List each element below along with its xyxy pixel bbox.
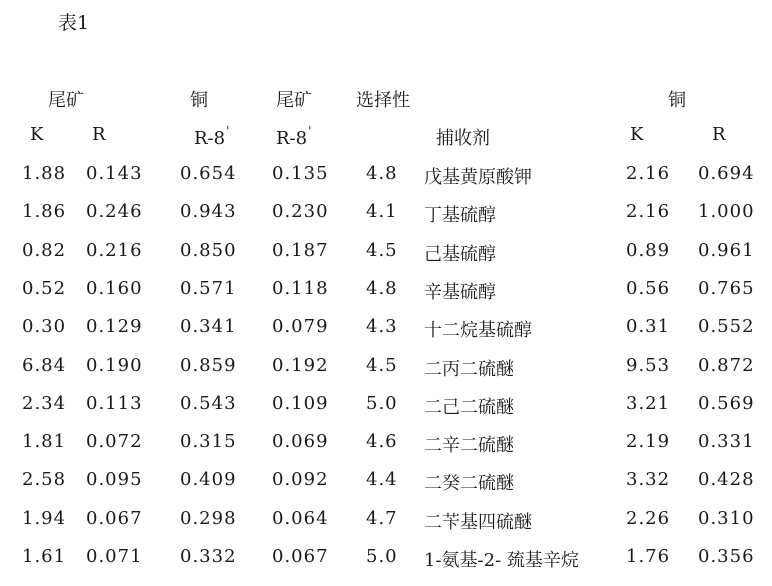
cell-collector: 戊基黄原酸钾 xyxy=(424,167,532,188)
cell-tailing-r: 0.216 xyxy=(86,240,143,261)
cell-tailing-r8: 0.109 xyxy=(272,393,329,414)
cell-copper-r: 0.310 xyxy=(698,508,755,529)
cell-collector: 二己二硫醚 xyxy=(424,397,514,418)
cell-selectivity: 4.3 xyxy=(366,316,398,337)
cell-tailing-r: 0.160 xyxy=(86,278,143,299)
cell-copper-k: 3.21 xyxy=(626,393,671,414)
cell-copper-r8: 0.850 xyxy=(180,240,237,261)
cell-tailing-r: 0.246 xyxy=(86,201,143,222)
cell-tailing-r: 0.129 xyxy=(86,316,143,337)
cell-copper-k: 9.53 xyxy=(626,355,671,376)
cell-copper-r: 0.961 xyxy=(698,240,755,261)
cell-tailing-r: 0.095 xyxy=(86,469,143,490)
cell-tailing-r8: 0.118 xyxy=(272,278,329,299)
cell-collector: 二辛二硫醚 xyxy=(424,435,514,456)
header-tailing: 尾矿 xyxy=(48,90,84,111)
cell-tailing-r8: 0.192 xyxy=(272,355,329,376)
cell-selectivity: 4.1 xyxy=(366,201,398,222)
cell-tailing-r8: 0.069 xyxy=(272,431,329,452)
cell-tailing-k: 2.34 xyxy=(22,393,67,414)
header-r8-tailing: R-8' xyxy=(276,124,312,149)
table-caption: 表1 xyxy=(58,12,90,34)
cell-tailing-r8: 0.079 xyxy=(272,316,329,337)
cell-tailing-k: 1.88 xyxy=(22,163,67,184)
cell-copper-r: 0.569 xyxy=(698,393,755,414)
cell-tailing-k: 1.81 xyxy=(22,431,67,452)
cell-tailing-r: 0.067 xyxy=(86,508,143,529)
header-tailing-2: 尾矿 xyxy=(276,90,312,111)
cell-copper-k: 2.16 xyxy=(626,163,671,184)
cell-tailing-k: 6.84 xyxy=(22,355,67,376)
cell-selectivity: 4.5 xyxy=(366,240,398,261)
cell-tailing-r8: 0.230 xyxy=(272,201,329,222)
prime-mark: ' xyxy=(226,124,230,138)
cell-collector: 辛基硫醇 xyxy=(424,282,496,303)
cell-tailing-k: 2.58 xyxy=(22,469,67,490)
cell-collector: 二丙二硫醚 xyxy=(424,359,514,380)
cell-tailing-k: 0.30 xyxy=(22,316,67,337)
cell-tailing-k: 0.82 xyxy=(22,240,67,261)
cell-tailing-r: 0.143 xyxy=(86,163,143,184)
cell-copper-r: 0.872 xyxy=(698,355,755,376)
cell-copper-r8: 0.298 xyxy=(180,508,237,529)
header-r8-copper: R-8' xyxy=(194,124,230,149)
cell-tailing-r8: 0.135 xyxy=(272,163,329,184)
cell-copper-r8: 0.571 xyxy=(180,278,237,299)
cell-tailing-k: 1.86 xyxy=(22,201,67,222)
cell-collector: 十二烷基硫醇 xyxy=(424,320,532,341)
cell-copper-k: 1.76 xyxy=(626,546,671,567)
cell-tailing-r: 0.072 xyxy=(86,431,143,452)
cell-copper-r8: 0.409 xyxy=(180,469,237,490)
cell-copper-r: 0.356 xyxy=(698,546,755,567)
cell-copper-r8: 0.341 xyxy=(180,316,237,337)
header-copper: 铜 xyxy=(190,90,208,111)
cell-tailing-r8: 0.064 xyxy=(272,508,329,529)
cell-tailing-r8: 0.092 xyxy=(272,469,329,490)
cell-selectivity: 4.7 xyxy=(366,508,398,529)
cell-tailing-r: 0.071 xyxy=(86,546,143,567)
cell-copper-k: 3.32 xyxy=(626,469,671,490)
cell-copper-k: 2.26 xyxy=(626,508,671,529)
header-selectivity: 选择性 xyxy=(356,90,410,111)
cell-selectivity: 5.0 xyxy=(366,393,398,414)
header-k-2: K xyxy=(630,124,644,145)
cell-copper-r8: 0.654 xyxy=(180,163,237,184)
cell-tailing-r: 0.190 xyxy=(86,355,143,376)
cell-copper-r: 1.000 xyxy=(698,201,755,222)
cell-copper-r: 0.552 xyxy=(698,316,755,337)
cell-collector: 二癸二硫醚 xyxy=(424,473,514,494)
cell-copper-r: 0.331 xyxy=(698,431,755,452)
header-r-2: R xyxy=(712,124,726,145)
cell-tailing-r8: 0.187 xyxy=(272,240,329,261)
cell-selectivity: 5.0 xyxy=(366,546,398,567)
cell-collector: 丁基硫醇 xyxy=(424,205,496,226)
cell-copper-k: 2.16 xyxy=(626,201,671,222)
cell-selectivity: 4.5 xyxy=(366,355,398,376)
cell-copper-r: 0.428 xyxy=(698,469,755,490)
cell-selectivity: 4.8 xyxy=(366,278,398,299)
header-copper-2: 铜 xyxy=(668,90,686,111)
cell-selectivity: 4.8 xyxy=(366,163,398,184)
cell-copper-r: 0.694 xyxy=(698,163,755,184)
cell-copper-r: 0.765 xyxy=(698,278,755,299)
header-r: R xyxy=(92,124,106,145)
cell-tailing-r8: 0.067 xyxy=(272,546,329,567)
cell-tailing-k: 0.52 xyxy=(22,278,67,299)
cell-copper-r8: 0.859 xyxy=(180,355,237,376)
cell-copper-k: 2.19 xyxy=(626,431,671,452)
cell-copper-r8: 0.332 xyxy=(180,546,237,567)
cell-copper-k: 0.89 xyxy=(626,240,671,261)
cell-collector: 1-氨基-2- 巯基辛烷 xyxy=(424,550,579,571)
cell-selectivity: 4.6 xyxy=(366,431,398,452)
cell-copper-r8: 0.315 xyxy=(180,431,237,452)
header-collector: 捕收剂 xyxy=(436,128,490,149)
cell-copper-r8: 0.543 xyxy=(180,393,237,414)
cell-copper-k: 0.31 xyxy=(626,316,671,337)
cell-copper-k: 0.56 xyxy=(626,278,671,299)
prime-mark: ' xyxy=(308,124,312,138)
cell-tailing-k: 1.61 xyxy=(22,546,67,567)
cell-tailing-k: 1.94 xyxy=(22,508,67,529)
cell-selectivity: 4.4 xyxy=(366,469,398,490)
cell-collector: 己基硫醇 xyxy=(424,244,496,265)
cell-copper-r8: 0.943 xyxy=(180,201,237,222)
cell-collector: 二苄基四硫醚 xyxy=(424,512,532,533)
cell-tailing-r: 0.113 xyxy=(86,393,143,414)
header-k: K xyxy=(30,124,44,145)
